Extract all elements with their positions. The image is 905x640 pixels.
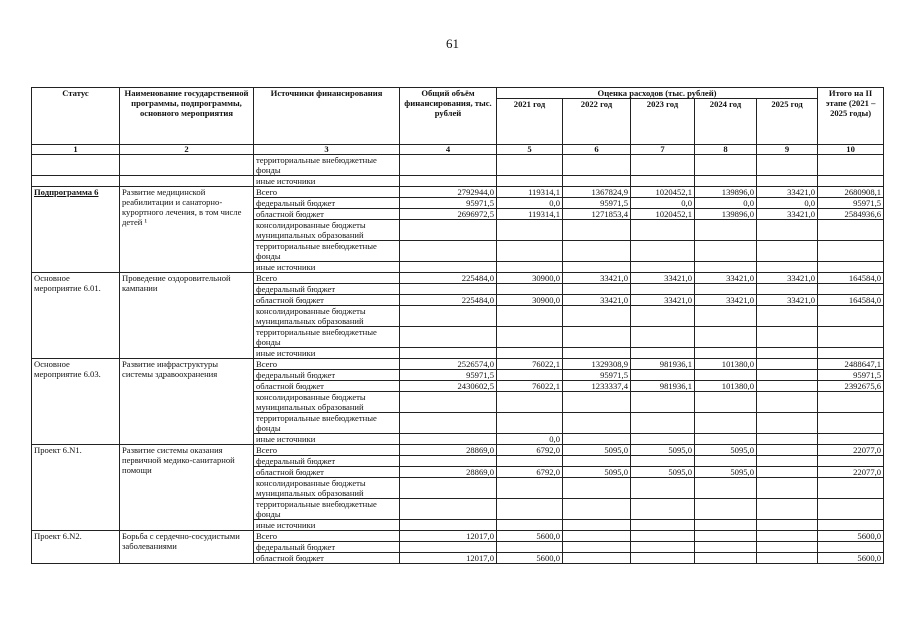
year-2021-cell: 6792,0 xyxy=(497,467,563,478)
source-cell: иные источники xyxy=(254,176,400,187)
year-2022-cell xyxy=(563,392,631,413)
total-volume-cell xyxy=(400,155,497,176)
year-2023-cell: 981936,1 xyxy=(631,381,695,392)
year-2021-cell: 119314,1 xyxy=(497,187,563,198)
year-2023-cell xyxy=(631,176,695,187)
source-cell: консолидированные бюджеты муниципальных образований xyxy=(254,220,400,241)
year-2024-cell xyxy=(695,155,757,176)
source-cell: областной бюджет xyxy=(254,209,400,220)
year-2025-cell: 33421,0 xyxy=(757,187,818,198)
year-2024-cell xyxy=(695,456,757,467)
year-2022-cell xyxy=(563,155,631,176)
year-2022-cell xyxy=(563,520,631,531)
year-2023-cell xyxy=(631,370,695,381)
year-2025-cell xyxy=(757,327,818,348)
total-volume-cell xyxy=(400,542,497,553)
column-number: 2 xyxy=(120,145,254,155)
year-2025-cell xyxy=(757,499,818,520)
stage-total-cell xyxy=(818,306,884,327)
year-2022-cell xyxy=(563,262,631,273)
header-year-2024: 2024 год xyxy=(695,99,757,145)
year-2022-cell xyxy=(563,176,631,187)
year-2023-cell xyxy=(631,262,695,273)
program-name-cell: Развитие инфраструктуры системы здравоохранения xyxy=(120,359,254,445)
year-2025-cell xyxy=(757,542,818,553)
year-2022-cell xyxy=(563,531,631,542)
year-2025-cell xyxy=(757,413,818,434)
column-number: 5 xyxy=(497,145,563,155)
year-2022-cell xyxy=(563,478,631,499)
year-2022-cell xyxy=(563,241,631,262)
year-2021-cell xyxy=(497,220,563,241)
year-2023-cell xyxy=(631,241,695,262)
year-2022-cell xyxy=(563,348,631,359)
year-2023-cell xyxy=(631,553,695,564)
year-2021-cell xyxy=(497,284,563,295)
year-2022-cell: 33421,0 xyxy=(563,295,631,306)
year-2022-cell: 1233337,4 xyxy=(563,381,631,392)
year-2024-cell xyxy=(695,241,757,262)
stage-total-cell xyxy=(818,499,884,520)
program-name-cell: Развитие медицинской реабилитации и санаторно-курортного лечения, в том числе детей ¹ xyxy=(120,187,254,273)
year-2021-cell: 30900,0 xyxy=(497,273,563,284)
total-volume-cell: 225484,0 xyxy=(400,295,497,306)
stage-total-cell: 2680908,1 xyxy=(818,187,884,198)
column-number: 9 xyxy=(757,145,818,155)
year-2021-cell xyxy=(497,520,563,531)
stage-total-cell xyxy=(818,241,884,262)
source-cell: иные источники xyxy=(254,348,400,359)
total-volume-cell xyxy=(400,241,497,262)
year-2021-cell xyxy=(497,327,563,348)
year-2024-cell xyxy=(695,262,757,273)
year-2021-cell xyxy=(497,542,563,553)
year-2024-cell: 101380,0 xyxy=(695,359,757,370)
stage-total-cell xyxy=(818,176,884,187)
year-2024-cell: 139896,0 xyxy=(695,209,757,220)
year-2024-cell xyxy=(695,499,757,520)
total-volume-cell xyxy=(400,434,497,445)
year-2023-cell xyxy=(631,392,695,413)
total-volume-cell xyxy=(400,499,497,520)
stage-total-cell: 164584,0 xyxy=(818,295,884,306)
year-2025-cell: 33421,0 xyxy=(757,273,818,284)
header-estimate: Оценка расходов (тыс. рублей) xyxy=(497,88,818,99)
source-cell: федеральный бюджет xyxy=(254,370,400,381)
column-number: 6 xyxy=(563,145,631,155)
year-2023-cell: 33421,0 xyxy=(631,273,695,284)
total-volume-cell: 2430602,5 xyxy=(400,381,497,392)
year-2024-cell xyxy=(695,542,757,553)
column-number: 10 xyxy=(818,145,884,155)
total-volume-cell: 2526574,0 xyxy=(400,359,497,370)
year-2025-cell xyxy=(757,553,818,564)
total-volume-cell: 95971,5 xyxy=(400,370,497,381)
total-volume-cell xyxy=(400,220,497,241)
stage-total-cell xyxy=(818,434,884,445)
year-2025-cell xyxy=(757,220,818,241)
year-2024-cell xyxy=(695,176,757,187)
header-year-2025: 2025 год xyxy=(757,99,818,145)
source-cell: федеральный бюджет xyxy=(254,542,400,553)
year-2021-cell: 6792,0 xyxy=(497,445,563,456)
year-2024-cell: 139896,0 xyxy=(695,187,757,198)
year-2024-cell: 5095,0 xyxy=(695,445,757,456)
year-2022-cell: 5095,0 xyxy=(563,445,631,456)
year-2023-cell: 0,0 xyxy=(631,198,695,209)
year-2023-cell: 1020452,1 xyxy=(631,187,695,198)
source-cell: консолидированные бюджеты муниципальных образований xyxy=(254,306,400,327)
table-row xyxy=(32,359,884,370)
total-volume-cell xyxy=(400,262,497,273)
year-2022-cell: 33421,0 xyxy=(563,273,631,284)
year-2023-cell xyxy=(631,220,695,241)
stage-total-cell: 95971,5 xyxy=(818,370,884,381)
year-2025-cell: 33421,0 xyxy=(757,209,818,220)
year-2024-cell xyxy=(695,348,757,359)
stage-total-cell: 22077,0 xyxy=(818,445,884,456)
header-stage-total: Итого на II этапе (2021 – 2025 годы) xyxy=(818,88,884,145)
year-2024-cell xyxy=(695,478,757,499)
table-row xyxy=(32,155,884,176)
source-cell: территориальные внебюджетные фонды xyxy=(254,327,400,348)
stage-total-cell xyxy=(818,327,884,348)
source-cell: федеральный бюджет xyxy=(254,198,400,209)
total-volume-cell: 2696972,5 xyxy=(400,209,497,220)
table-row xyxy=(32,176,884,187)
source-cell: Всего xyxy=(254,359,400,370)
year-2021-cell xyxy=(497,478,563,499)
year-2025-cell xyxy=(757,392,818,413)
source-cell: иные источники xyxy=(254,262,400,273)
year-2021-cell: 5600,0 xyxy=(497,553,563,564)
year-2024-cell xyxy=(695,370,757,381)
year-2022-cell xyxy=(563,456,631,467)
stage-total-cell: 2488647,1 xyxy=(818,359,884,370)
year-2022-cell: 1367824,9 xyxy=(563,187,631,198)
total-volume-cell: 28869,0 xyxy=(400,467,497,478)
stage-total-cell xyxy=(818,348,884,359)
year-2021-cell: 0,0 xyxy=(497,198,563,209)
year-2024-cell: 101380,0 xyxy=(695,381,757,392)
year-2024-cell: 33421,0 xyxy=(695,295,757,306)
header-total-volume: Общий объём финансирования, тыс. рублей xyxy=(400,88,497,145)
stage-total-cell: 5600,0 xyxy=(818,553,884,564)
year-2023-cell: 5095,0 xyxy=(631,445,695,456)
source-cell: консолидированные бюджеты муниципальных образований xyxy=(254,478,400,499)
year-2025-cell xyxy=(757,478,818,499)
column-number: 3 xyxy=(254,145,400,155)
source-cell: Всего xyxy=(254,445,400,456)
year-2025-cell xyxy=(757,306,818,327)
year-2021-cell xyxy=(497,155,563,176)
table-row xyxy=(32,445,884,456)
year-2024-cell xyxy=(695,392,757,413)
column-numbers-row xyxy=(32,145,884,155)
year-2025-cell xyxy=(757,155,818,176)
total-volume-cell: 2792944,0 xyxy=(400,187,497,198)
page-number: 61 xyxy=(446,36,459,51)
year-2022-cell xyxy=(563,542,631,553)
program-name-cell xyxy=(120,155,254,176)
year-2025-cell xyxy=(757,176,818,187)
year-2025-cell xyxy=(757,520,818,531)
table-body xyxy=(32,155,884,564)
header-program-name: Наименование государственной программы, подпрограммы, основного мероприятия xyxy=(120,88,254,145)
program-name-cell: Развитие системы оказания первичной медико-санитарной помощи xyxy=(120,445,254,531)
year-2021-cell xyxy=(497,370,563,381)
year-2022-cell xyxy=(563,499,631,520)
year-2025-cell xyxy=(757,348,818,359)
year-2021-cell xyxy=(497,456,563,467)
year-2024-cell xyxy=(695,413,757,434)
status-cell xyxy=(32,155,120,176)
year-2025-cell xyxy=(757,284,818,295)
header-year-2022: 2022 год xyxy=(563,99,631,145)
year-2024-cell xyxy=(695,520,757,531)
table-row xyxy=(32,531,884,542)
year-2023-cell xyxy=(631,348,695,359)
stage-total-cell xyxy=(818,155,884,176)
year-2023-cell xyxy=(631,327,695,348)
year-2024-cell xyxy=(695,531,757,542)
total-volume-cell: 95971,5 xyxy=(400,198,497,209)
year-2023-cell xyxy=(631,542,695,553)
total-volume-cell xyxy=(400,327,497,348)
status-cell: Проект 6.N1. xyxy=(32,445,120,531)
stage-total-cell xyxy=(818,262,884,273)
column-number: 7 xyxy=(631,145,695,155)
total-volume-cell xyxy=(400,306,497,327)
source-cell: областной бюджет xyxy=(254,295,400,306)
year-2025-cell xyxy=(757,434,818,445)
year-2022-cell xyxy=(563,553,631,564)
program-name-cell: Борьба с сердечно-сосудистыми заболеваниями xyxy=(120,531,254,564)
source-cell: областной бюджет xyxy=(254,381,400,392)
year-2023-cell xyxy=(631,284,695,295)
source-cell: территориальные внебюджетные фонды xyxy=(254,413,400,434)
column-number: 8 xyxy=(695,145,757,155)
year-2024-cell: 5095,0 xyxy=(695,467,757,478)
source-cell: федеральный бюджет xyxy=(254,284,400,295)
year-2025-cell xyxy=(757,531,818,542)
year-2021-cell xyxy=(497,413,563,434)
year-2021-cell xyxy=(497,392,563,413)
total-volume-cell: 28869,0 xyxy=(400,445,497,456)
total-volume-cell xyxy=(400,284,497,295)
header-status: Статус xyxy=(32,88,120,145)
year-2025-cell: 0,0 xyxy=(757,198,818,209)
year-2024-cell xyxy=(695,220,757,241)
stage-total-cell xyxy=(818,456,884,467)
year-2025-cell xyxy=(757,456,818,467)
year-2023-cell: 5095,0 xyxy=(631,467,695,478)
source-cell: Всего xyxy=(254,187,400,198)
total-volume-cell xyxy=(400,413,497,434)
total-volume-cell xyxy=(400,478,497,499)
year-2021-cell xyxy=(497,241,563,262)
stage-total-cell: 164584,0 xyxy=(818,273,884,284)
financing-table xyxy=(31,87,884,564)
total-volume-cell xyxy=(400,520,497,531)
stage-total-cell xyxy=(818,284,884,295)
total-volume-cell xyxy=(400,392,497,413)
year-2022-cell: 95971,5 xyxy=(563,370,631,381)
year-2023-cell xyxy=(631,413,695,434)
year-2021-cell xyxy=(497,348,563,359)
year-2024-cell xyxy=(695,327,757,348)
header-year-2023: 2023 год xyxy=(631,99,695,145)
year-2025-cell xyxy=(757,262,818,273)
year-2021-cell: 76022,1 xyxy=(497,359,563,370)
year-2024-cell xyxy=(695,306,757,327)
year-2021-cell: 76022,1 xyxy=(497,381,563,392)
year-2021-cell xyxy=(497,262,563,273)
year-2024-cell: 33421,0 xyxy=(695,273,757,284)
status-cell: Подпрограмма 6 xyxy=(32,187,120,273)
program-name-cell: Проведение оздоровительной кампании xyxy=(120,273,254,359)
year-2022-cell: 1271853,4 xyxy=(563,209,631,220)
year-2025-cell: 33421,0 xyxy=(757,295,818,306)
year-2021-cell xyxy=(497,499,563,520)
source-cell: консолидированные бюджеты муниципальных образований xyxy=(254,392,400,413)
header-row-1 xyxy=(32,88,884,99)
stage-total-cell xyxy=(818,478,884,499)
status-cell: Основное мероприятие 6.01. xyxy=(32,273,120,359)
stage-total-cell: 2392675,6 xyxy=(818,381,884,392)
year-2022-cell: 95971,5 xyxy=(563,198,631,209)
total-volume-cell xyxy=(400,348,497,359)
year-2023-cell xyxy=(631,456,695,467)
stage-total-cell xyxy=(818,520,884,531)
source-cell: федеральный бюджет xyxy=(254,456,400,467)
year-2024-cell xyxy=(695,284,757,295)
year-2021-cell xyxy=(497,306,563,327)
stage-total-cell xyxy=(818,392,884,413)
year-2022-cell xyxy=(563,220,631,241)
stage-total-cell: 2584936,6 xyxy=(818,209,884,220)
source-cell: областной бюджет xyxy=(254,467,400,478)
year-2022-cell xyxy=(563,413,631,434)
total-volume-cell: 225484,0 xyxy=(400,273,497,284)
stage-total-cell: 5600,0 xyxy=(818,531,884,542)
year-2025-cell xyxy=(757,241,818,262)
year-2023-cell xyxy=(631,520,695,531)
table-row xyxy=(32,273,884,284)
year-2023-cell: 33421,0 xyxy=(631,295,695,306)
year-2022-cell xyxy=(563,306,631,327)
header-year-2021: 2021 год xyxy=(497,99,563,145)
year-2023-cell xyxy=(631,434,695,445)
year-2025-cell xyxy=(757,359,818,370)
year-2025-cell xyxy=(757,370,818,381)
source-cell: областной бюджет xyxy=(254,553,400,564)
year-2022-cell: 5095,0 xyxy=(563,467,631,478)
program-name-cell xyxy=(120,176,254,187)
column-number: 1 xyxy=(32,145,120,155)
year-2025-cell xyxy=(757,381,818,392)
stage-total-cell xyxy=(818,542,884,553)
year-2021-cell: 5600,0 xyxy=(497,531,563,542)
year-2021-cell: 30900,0 xyxy=(497,295,563,306)
total-volume-cell: 12017,0 xyxy=(400,531,497,542)
source-cell: Всего xyxy=(254,531,400,542)
year-2025-cell xyxy=(757,467,818,478)
year-2023-cell xyxy=(631,499,695,520)
source-cell: территориальные внебюджетные фонды xyxy=(254,241,400,262)
year-2023-cell xyxy=(631,478,695,499)
year-2021-cell: 0,0 xyxy=(497,434,563,445)
total-volume-cell xyxy=(400,456,497,467)
year-2021-cell: 119314,1 xyxy=(497,209,563,220)
source-cell: иные источники xyxy=(254,434,400,445)
source-cell: иные источники xyxy=(254,520,400,531)
source-cell: территориальные внебюджетные фонды xyxy=(254,499,400,520)
header-sources: Источники финансирования xyxy=(254,88,400,145)
year-2024-cell xyxy=(695,434,757,445)
status-cell: Проект 6.N2. xyxy=(32,531,120,564)
year-2023-cell xyxy=(631,531,695,542)
year-2022-cell xyxy=(563,284,631,295)
stage-total-cell xyxy=(818,413,884,434)
source-cell: Всего xyxy=(254,273,400,284)
year-2023-cell xyxy=(631,155,695,176)
year-2022-cell xyxy=(563,327,631,348)
stage-total-cell xyxy=(818,220,884,241)
year-2024-cell xyxy=(695,553,757,564)
year-2024-cell: 0,0 xyxy=(695,198,757,209)
year-2023-cell xyxy=(631,306,695,327)
column-number: 4 xyxy=(400,145,497,155)
year-2025-cell xyxy=(757,445,818,456)
status-cell xyxy=(32,176,120,187)
table-row xyxy=(32,187,884,198)
source-cell: территориальные внебюджетные фонды xyxy=(254,155,400,176)
status-cell: Основное мероприятие 6.03. xyxy=(32,359,120,445)
year-2023-cell: 981936,1 xyxy=(631,359,695,370)
total-volume-cell xyxy=(400,176,497,187)
year-2022-cell: 1329308,9 xyxy=(563,359,631,370)
stage-total-cell: 95971,5 xyxy=(818,198,884,209)
total-volume-cell: 12017,0 xyxy=(400,553,497,564)
stage-total-cell: 22077,0 xyxy=(818,467,884,478)
year-2023-cell: 1020452,1 xyxy=(631,209,695,220)
year-2022-cell xyxy=(563,434,631,445)
year-2021-cell xyxy=(497,176,563,187)
